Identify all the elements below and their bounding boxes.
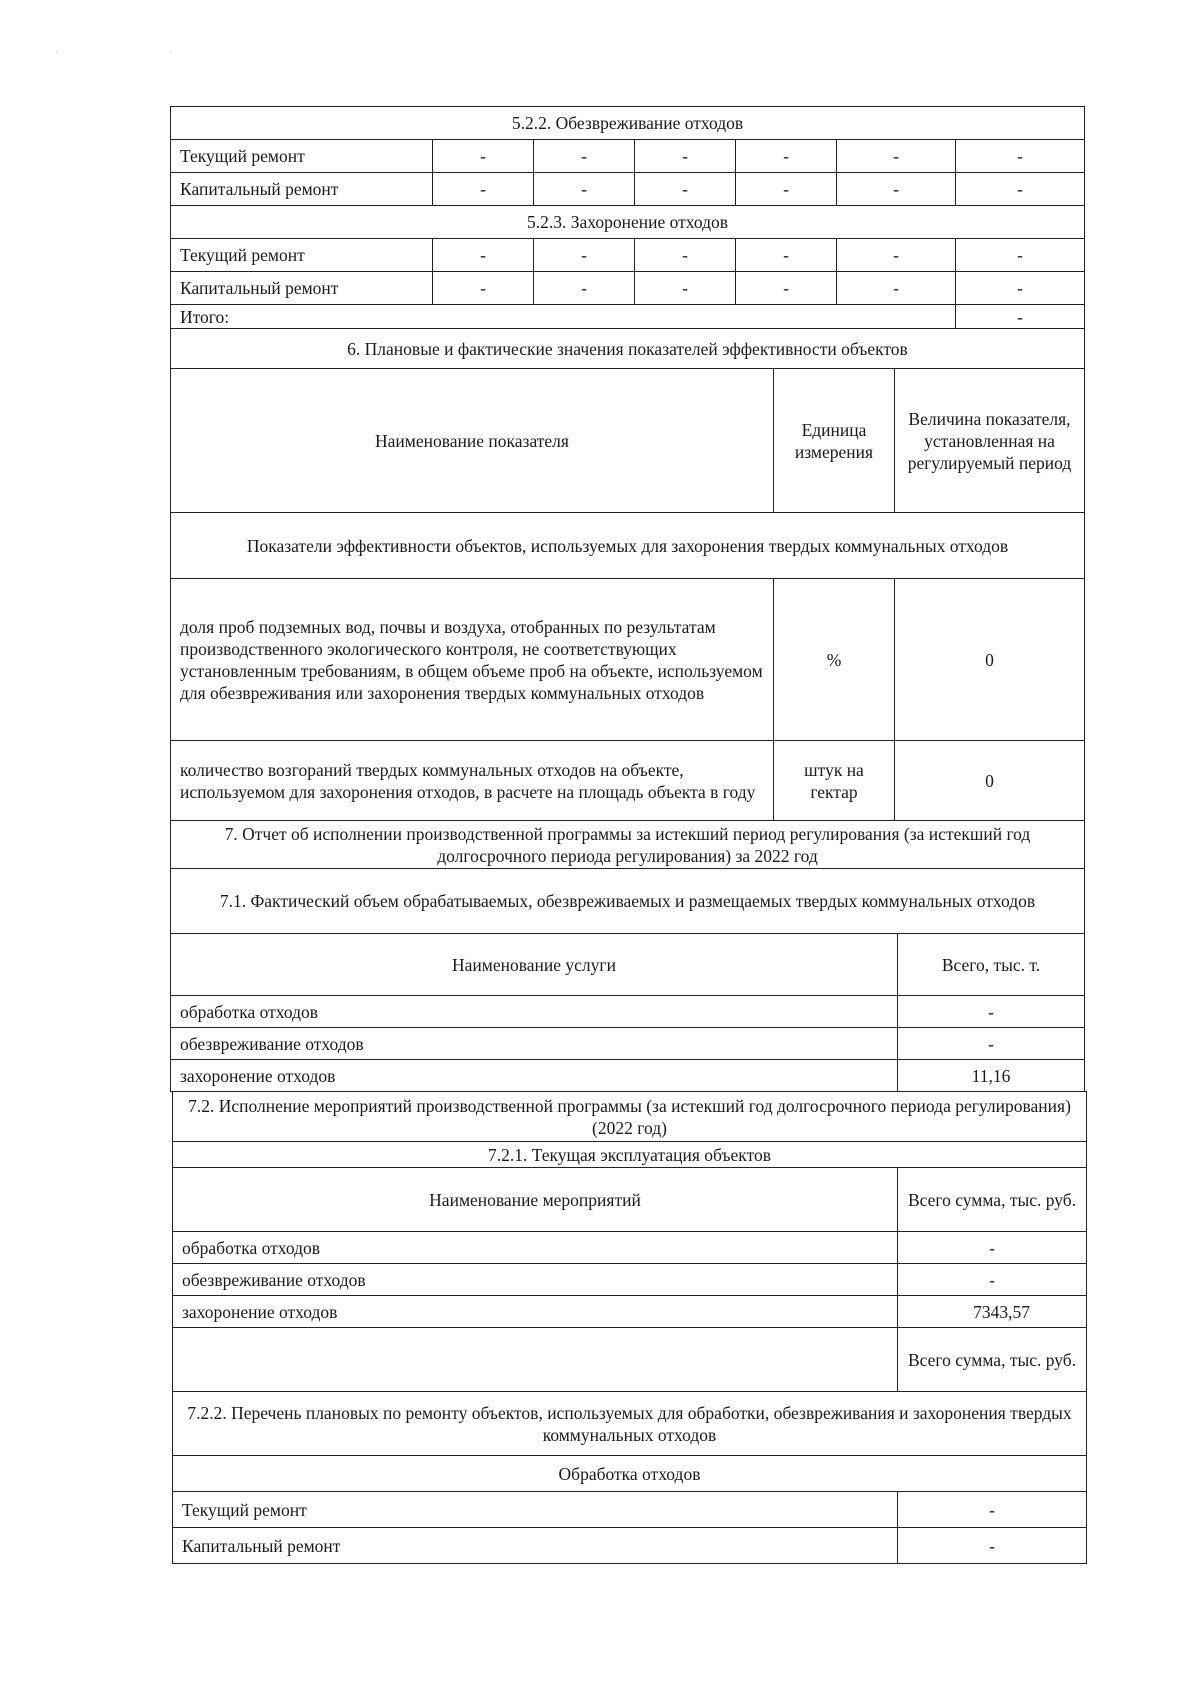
table-row: Текущий ремонт - bbox=[173, 1492, 1087, 1528]
table-row: Капитальный ремонт - bbox=[173, 1528, 1087, 1564]
table-row: обработка отходов - bbox=[171, 996, 1085, 1028]
volume-table bbox=[170, 933, 1085, 1092]
section-7-2-title: 7.2. Исполнение мероприятий производственной программы (за истекший год долгосрочного периода регулирования) (2022 год) bbox=[173, 1092, 1087, 1142]
table-row: количество возгораний твердых коммунальных отходов на объекте, используемом для захоронения отходов, в расчете на площадь объекта в году штук на гектар 0 bbox=[171, 741, 1085, 821]
table-header-row: Наименование показателя Единица измерения Величина показателя, установленная на регулируемый период bbox=[171, 369, 1085, 513]
table-header-row: Наименование услуги Всего, тыс. т. bbox=[171, 934, 1085, 996]
section-5-2-2-title: 5.2.2. Обезвреживание отходов bbox=[171, 107, 1085, 140]
table-row: Капитальный ремонт - - - - - - bbox=[171, 173, 1085, 206]
section-6-subtitle: Показатели эффективности объектов, используемых для захоронения твердых коммунальных отходов bbox=[171, 513, 1085, 579]
repair-table bbox=[170, 106, 1085, 329]
total-row: Всего сумма, тыс. руб. bbox=[173, 1328, 1087, 1392]
table-row: обезвреживание отходов - bbox=[173, 1264, 1087, 1296]
section-7-1-title: 7.1. Фактический объем обрабатываемых, обезвреживаемых и размещаемых твердых коммунальных отходов bbox=[171, 869, 1085, 934]
table-row: Капитальный ремонт - - - - - - bbox=[171, 272, 1085, 305]
table-row: Текущий ремонт - - - - - - bbox=[171, 140, 1085, 173]
section-7-2-2-subtitle: Обработка отходов bbox=[173, 1456, 1087, 1492]
section-5-2-3-title: 5.2.3. Захоронение отходов bbox=[171, 206, 1085, 239]
table-row: обработка отходов - bbox=[173, 1232, 1087, 1264]
section-7-2-2-title: 7.2.2. Перечень плановых по ремонту объектов, используемых для обработки, обезвреживания и захоронения твердых коммунальных отходов bbox=[173, 1392, 1087, 1456]
section-7-title: 7. Отчет об исполнении производственной программы за истекший период регулирования (за истекший год долгосрочного периода регулирования) за 2022 год bbox=[171, 821, 1085, 869]
table-row: захоронение отходов 11,16 bbox=[171, 1060, 1085, 1092]
measures-table bbox=[172, 1091, 1087, 1564]
table-row: Текущий ремонт - - - - - - bbox=[171, 239, 1085, 272]
table-row: доля проб подземных вод, почвы и воздуха, отобранных по результатам производственного экологического контроля, не соответствующих установленным требованиям, в общем объеме проб на объекте, используемом для обезвреживания или захоронения твердых коммунальных отходов % 0 bbox=[171, 579, 1085, 741]
table-header-row: Наименование мероприятий Всего сумма, тыс. руб. bbox=[173, 1168, 1087, 1232]
total-row: Итого: - bbox=[171, 305, 1085, 329]
scan-dots: · · bbox=[55, 48, 228, 57]
table-row: захоронение отходов 7343,57 bbox=[173, 1296, 1087, 1328]
section-7-2-1-title: 7.2.1. Текущая эксплуатация объектов bbox=[173, 1142, 1087, 1168]
section-6-title: 6. Плановые и фактические значения показателей эффективности объектов bbox=[171, 329, 1085, 369]
indicators-table bbox=[170, 328, 1085, 934]
table-row: обезвреживание отходов - bbox=[171, 1028, 1085, 1060]
